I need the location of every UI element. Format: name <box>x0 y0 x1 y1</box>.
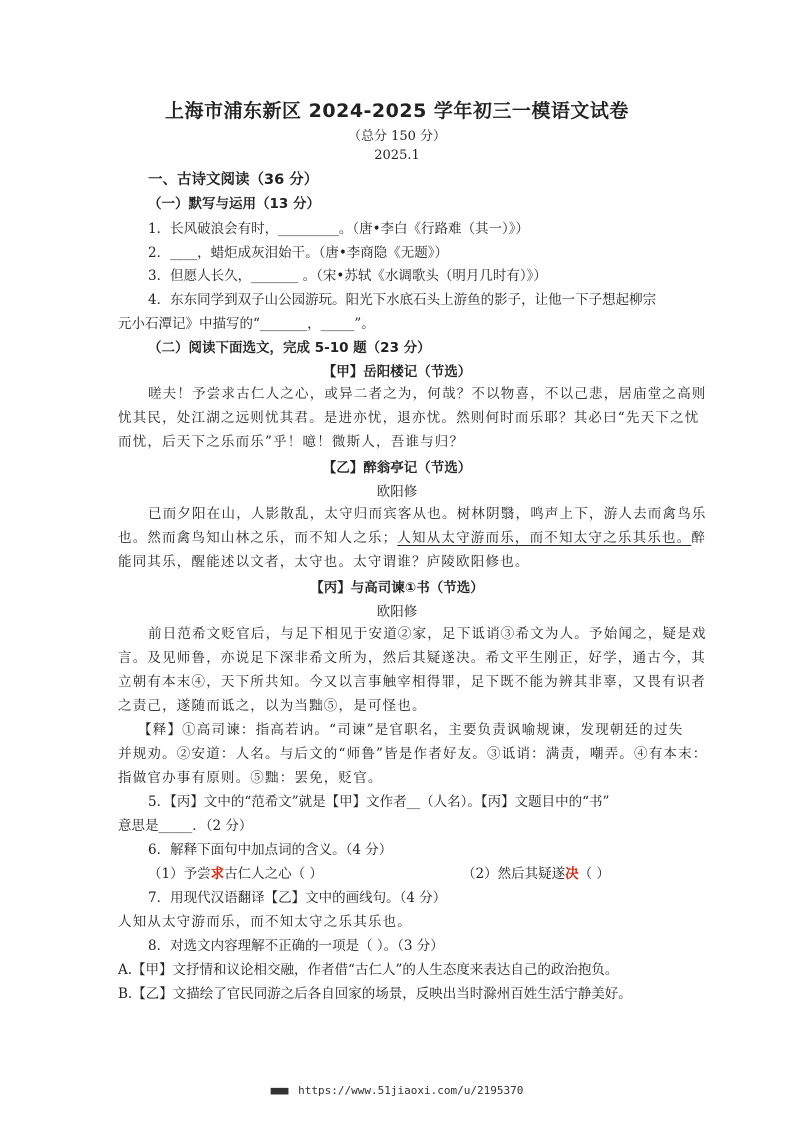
question-2: 2．____，蜡炬成灰泪始干。（唐•李商隐《无题》） <box>148 245 449 261</box>
footer-url[interactable]: https://www.51jiaoxi.com/u/2195370 <box>298 1084 524 1097</box>
question-5-line1: 5．【丙】文中的“范希文”就是【甲】文作者__（人名）。【丙】文题目中的“书” <box>148 794 610 810</box>
passage-title-bing: 【丙】与高司谏①书（节选） <box>310 580 484 596</box>
passage-text: 也。然而禽鸟知山林之乐，而不知人之乐； <box>118 530 398 546</box>
footer-watermark <box>0 1084 794 1097</box>
passage-title-yi: 【乙】醉翁亭记（节选） <box>322 460 472 476</box>
passage-line: 忧其民，处江湖之远则忧其君。是进亦忧，退亦忧。然则何时而乐耶？其必曰“先天下之忧 <box>118 410 700 426</box>
passage-text: 醉 <box>691 530 707 546</box>
question-8-option-b: B.【乙】文描绘了官民同游之后各自回家的场景，反映出当时滁州百姓生活宁静美好。 <box>118 986 632 1002</box>
passage-line: 而忧，后天下之乐而乐”乎！噫！微斯人，吾谁与归？ <box>118 434 465 450</box>
section-heading: 一、古诗文阅读（36 分） <box>148 172 319 188</box>
passage-author: 欧阳修 <box>376 484 418 500</box>
annotation-line: 【释】①高司谏：指高若讷。“司谏”是官职名，主要负责讽喻规谏，发现朝廷的过失 <box>138 722 684 738</box>
question-1: 1．长风破浪会有时，_________。（唐•李白《行路难（其一）》） <box>148 221 530 237</box>
passage-line: 立朝有本末④，天下所共知。今又以言事触宰相得罪，足下既不能为辨其非辜，又畏有识者 <box>118 674 706 690</box>
question-3: 3．但愿人长久，_______ 。（宋•苏轼《水调歌头（明月几时有）》） <box>148 268 547 284</box>
total-score: （总分 150 分） <box>347 129 447 144</box>
item-text: （1）予尝 <box>148 866 211 882</box>
dotted-key-word: 求 <box>210 866 225 882</box>
passage-line: 之责己，遂随而诋之，以为当黜⑤，是可怪也。 <box>118 698 427 714</box>
annotation-line: 指做官办事有原则。⑤黜：罢免，贬官。 <box>118 770 383 786</box>
page-title: 上海市浦东新区 2024-2025 学年初三一模语文试卷 <box>165 100 629 122</box>
question-6: 6．解释下面句中加点词的含义。（4 分） <box>148 842 393 858</box>
passage-line: 能同其乐，醒能述以文者，太守也。太守谓谁？庐陵欧阳修也。 <box>118 554 530 570</box>
dotted-key-word: 决 <box>565 866 579 882</box>
site-logo: ■■■ <box>270 1084 288 1097</box>
subsection-heading: （二）阅读下面选文，完成 5-10 题（23 分） <box>148 340 431 356</box>
question-7: 7．用现代汉语翻译【乙】文中的画线句。（4 分） <box>148 890 447 906</box>
subsection-heading: （一）默写与运用（13 分） <box>148 196 320 212</box>
question-7-sentence: 人知从太守游而乐，而不知太守之乐其乐也。 <box>118 914 412 930</box>
underlined-sentence: 人知从太守游而乐，而不知太守之乐其乐也。 <box>397 530 692 546</box>
question-4-line2: 元小石潭记》中描写的“_______，_____”。 <box>118 316 375 332</box>
passage-line: 已而夕阳在山，人影散乱，太守归而宾客从也。树林阴翳，鸣声上下，游人去而禽鸟乐 <box>148 506 707 522</box>
passage-line <box>118 528 706 548</box>
passage-line: 嗟夫！予尝求古仁人之心，或异二者之为，何哉？不以物喜，不以己悲，居庙堂之高则 <box>148 386 707 402</box>
passage-line: 前日范希文贬官后，与足下相见于安道②家，足下诋诮③希文为人。予始闻之，疑是戏 <box>148 626 707 642</box>
item-text: 古仁人之心（ ） <box>224 866 323 882</box>
exam-date: 2025.1 <box>374 148 420 163</box>
question-5-line2: 意思是_____．（2 分） <box>118 818 253 834</box>
question-8: 8．对选文内容理解不正确的一项是（ ）。（3 分） <box>148 938 444 954</box>
item-text: （ ） <box>578 866 610 882</box>
question-6-item-1 <box>148 864 323 884</box>
item-text: （2）然后其疑遂 <box>462 866 566 882</box>
passage-line: 言。及见师鲁，亦说足下深非希文所为，然后其疑遂决。希文平生刚正，好学，通古今，其 <box>118 650 706 666</box>
annotation-line: 并规劝。②安道：人名。与后文的“师鲁”皆是作者好友。③诋诮：满责，嘲弄。④有本末： <box>118 746 708 762</box>
question-6-item-2 <box>462 864 610 884</box>
question-8-option-a: A.【甲】文抒情和议论相交融，作者借“古仁人”的人生态度来表达自己的政治抱负。 <box>118 962 619 978</box>
passage-title-jia: 【甲】岳阳楼记（节选） <box>322 364 472 380</box>
passage-author: 欧阳修 <box>376 604 418 620</box>
question-4-line1: 4．东东同学到双子山公园游玩。阳光下水底石头上游鱼的影子，让他一下子想起柳宗 <box>148 292 657 308</box>
